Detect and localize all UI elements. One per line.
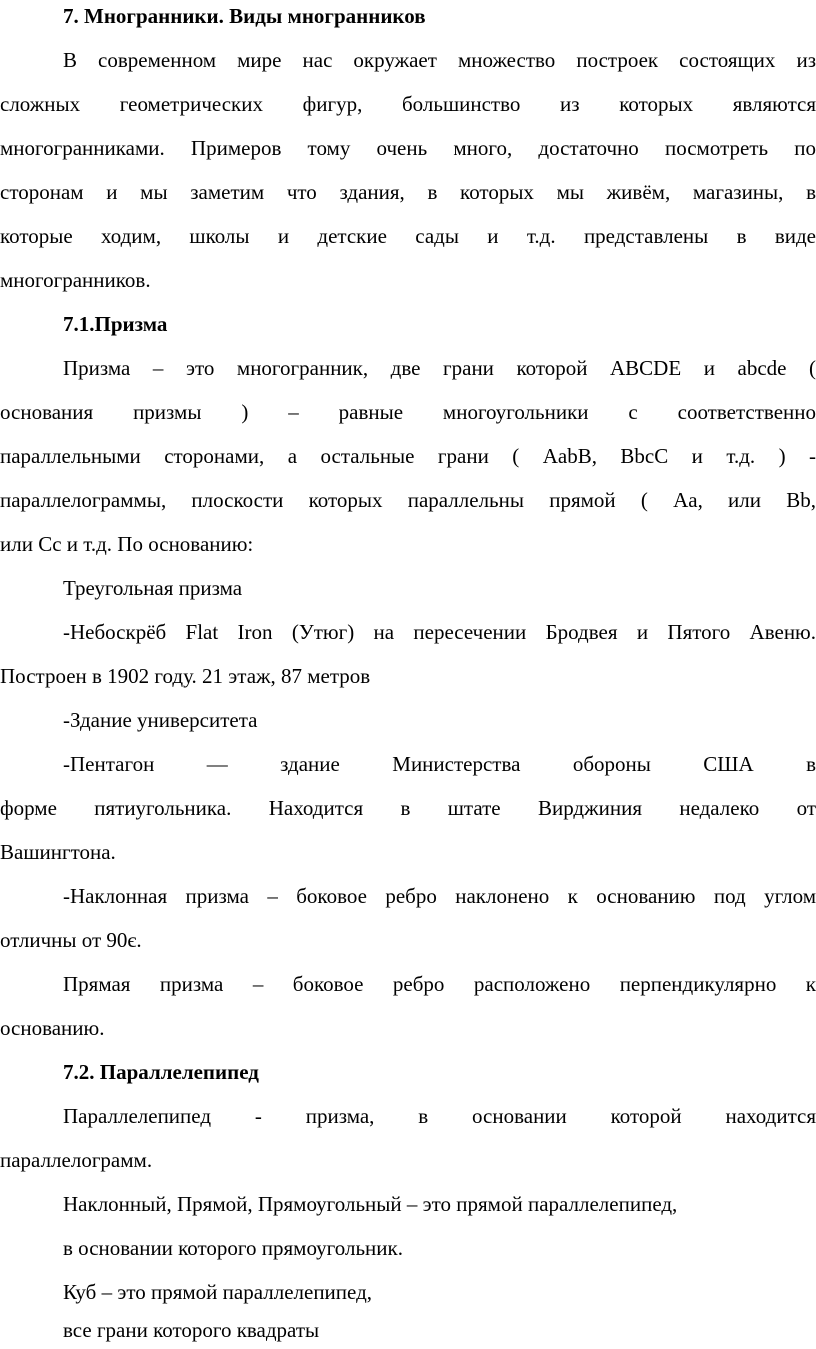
paragraph-line: или Cc и т.д. По основанию: bbox=[0, 532, 254, 556]
triangular-prism-label: Треугольная призма bbox=[63, 576, 243, 600]
paragraph-line: -Небоскрёб Flat Iron (Утюг) на пересечении Бродвея и Пятого Авеню. bbox=[63, 620, 816, 644]
section-heading-7: 7. Многранники. Виды многранников bbox=[63, 4, 426, 28]
paragraph-line: параллелограммы, плоскости которых параллельны прямой ( Aa, или Bb, bbox=[0, 488, 816, 512]
paragraph-line: которые ходим, школы и детские сады и т.д. представлены в виде bbox=[0, 224, 816, 248]
paragraph-line: Наклонный, Прямой, Прямоугольный – это прямой параллелепипед, bbox=[63, 1192, 678, 1216]
paragraph-line: форме пятиугольника. Находится в штате Вирджиния недалеко от bbox=[0, 796, 816, 820]
paragraph-line: многогранниками. Примеров тому очень много, достаточно посмотреть по bbox=[0, 136, 816, 160]
paragraph-line: отличны от 90є. bbox=[0, 928, 142, 952]
paragraph-line: Вашингтона. bbox=[0, 840, 116, 864]
paragraph-line: Прямая призма – боковое ребро расположено перпендикулярно к bbox=[63, 972, 816, 996]
paragraph-line: все грани которого квадраты bbox=[63, 1318, 320, 1342]
paragraph-line: Призма – это многогранник, две грани которой ABCDE и abcde ( bbox=[63, 356, 816, 380]
paragraph-line: Параллелепипед - призма, в основании которой находится bbox=[63, 1104, 816, 1128]
paragraph-line: в основании которого прямоугольник. bbox=[63, 1236, 403, 1260]
paragraph-line: Куб – это прямой параллелепипед, bbox=[63, 1280, 373, 1304]
paragraph-line: параллельными сторонами, а остальные грани ( AabB, BbcC и т.д. ) - bbox=[0, 444, 816, 468]
paragraph-line: параллелограмм. bbox=[0, 1148, 153, 1172]
paragraph-line: основанию. bbox=[0, 1016, 105, 1040]
section-heading-7-1: 7.1.Призма bbox=[63, 312, 168, 336]
paragraph-line: -Наклонная призма – боковое ребро наклонено к основанию под углом bbox=[63, 884, 816, 908]
paragraph-line: Построен в 1902 году. 21 этаж, 87 метров bbox=[0, 664, 371, 688]
paragraph-line: сторонам и мы заметим что здания, в которых мы живём, магазины, в bbox=[0, 180, 816, 204]
paragraph-line: основания призмы ) – равные многоугольники с соответственно bbox=[0, 400, 816, 424]
paragraph-line: сложных геометрических фигур, большинство из которых являются bbox=[0, 92, 816, 116]
paragraph-line: многогранников. bbox=[0, 268, 151, 292]
section-heading-7-2: 7.2. Параллелепипед bbox=[63, 1060, 259, 1084]
paragraph-line: -Пентагон — здание Министерства обороны США в bbox=[63, 752, 816, 776]
university-item: -Здание университета bbox=[63, 708, 258, 732]
paragraph-line: В современном мире нас окружает множество построек состоящих из bbox=[63, 48, 816, 72]
